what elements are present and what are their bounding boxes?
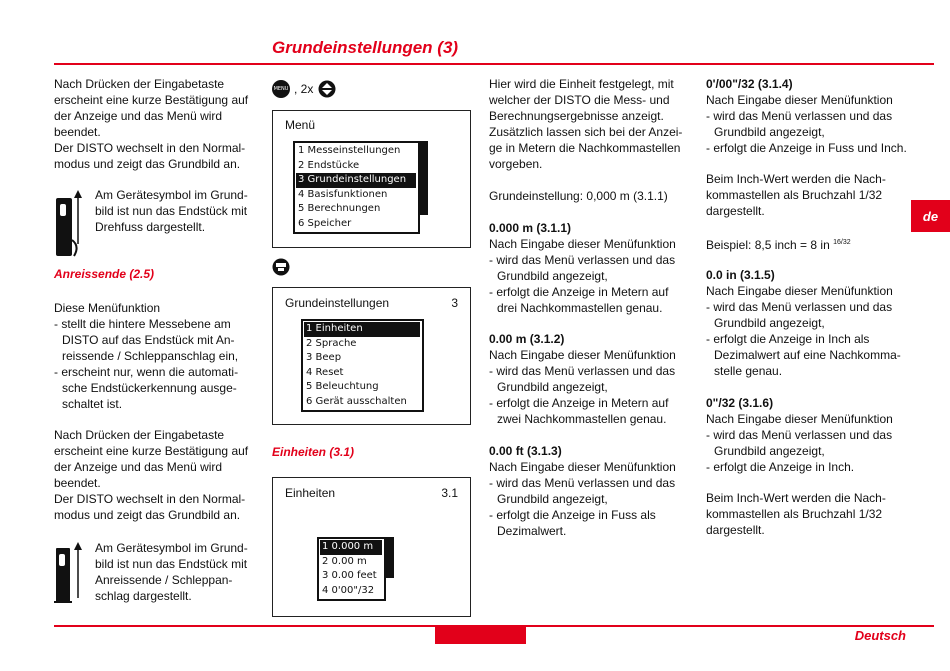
menu-key-label: MENU xyxy=(273,86,289,92)
device-endpiece-stop-icon xyxy=(54,542,84,604)
text-line: Dezimalwert. xyxy=(497,524,567,538)
example-line xyxy=(706,235,851,253)
device-endpiece-swivel-icon xyxy=(54,190,84,260)
text-line: ge in Metern die Nachkommastellen xyxy=(489,141,681,155)
menu-item-selected[interactable]: 1 0.000 m xyxy=(320,540,382,555)
unit-block-3-1-4 xyxy=(706,76,911,156)
text-line: - erfolgt die Anzeige in Inch. xyxy=(706,460,855,474)
text-line: stelle genau. xyxy=(714,364,783,378)
inch-note-2 xyxy=(706,490,911,538)
text-line: Drehfuss dargestellt. xyxy=(95,220,206,234)
text-line: drei Nachkommastellen genau. xyxy=(497,301,663,315)
text-line: - wird das Menü verlassen und das xyxy=(489,476,676,490)
section-heading-einheiten: Einheiten (3.1) xyxy=(272,445,355,459)
text-line: der Anzeige und das Menü wird xyxy=(54,460,223,474)
menu-item[interactable]: 3 Beep xyxy=(306,352,342,363)
text-line: sche Endstückerkennung ausge- xyxy=(62,381,237,395)
display-screen-grundeinstellungen xyxy=(272,287,471,425)
menu-item[interactable]: 2 0.00 m xyxy=(322,555,367,567)
text-line: dargestellt. xyxy=(706,523,765,537)
text-line: zwei Nachkommastellen genau. xyxy=(497,412,667,426)
text-line: Beim Inch-Wert werden die Nach- xyxy=(706,172,886,186)
text-line: - wird das Menü verlassen und das xyxy=(706,428,893,442)
unit-block-3-1-2 xyxy=(489,331,694,427)
text-line: erscheint eine kurze Bestätigung auf xyxy=(54,444,249,458)
menu-item-selected[interactable]: 1 Einheiten xyxy=(304,322,420,337)
text-line: Am Gerätesymbol im Grund- xyxy=(95,541,248,555)
menu-item[interactable]: 2 Endstücke xyxy=(298,159,360,171)
text-line: Nach Eingabe dieser Menüfunktion xyxy=(706,93,893,107)
default-setting: Grundeinstellung: 0,000 m (3.1.1) xyxy=(489,189,668,203)
col1-note1 xyxy=(95,187,255,235)
menu-item[interactable]: 4 0'00"/32 xyxy=(322,584,375,596)
block-heading: 0.00 ft (3.1.3) xyxy=(489,444,562,458)
text-line: schaltet ist. xyxy=(62,397,123,411)
text-line: Grundbild angezeigt, xyxy=(714,125,825,139)
text-line: vorgeben. xyxy=(489,157,543,171)
text-line: - stellt die hintere Messebene am xyxy=(54,317,231,331)
text-line: - wird das Menü verlassen und das xyxy=(489,253,676,267)
menu-item[interactable]: 1 Messeinstellungen xyxy=(298,145,401,156)
text-line: Nach Eingabe dieser Menüfunktion xyxy=(489,460,676,474)
block-heading: 0.0 in (3.1.5) xyxy=(706,268,775,282)
text-line: kommastellen als Bruchzahl 1/32 xyxy=(706,188,883,202)
text-line: Beim Inch-Wert werden die Nach- xyxy=(706,491,886,505)
inch-note xyxy=(706,171,911,219)
text-line: beendet. xyxy=(54,125,101,139)
text-line: Nach Drücken der Eingabetaste xyxy=(54,428,225,442)
block-heading: 0"/32 (3.1.6) xyxy=(706,396,774,410)
text-line: welcher der DISTO die Mess- und xyxy=(489,93,670,107)
col1-note2 xyxy=(95,540,255,604)
text-line: DISTO auf das Endstück mit An- xyxy=(62,333,235,347)
text-line: Nach Eingabe dieser Menüfunktion xyxy=(489,237,676,251)
col1-outro xyxy=(54,427,259,523)
screen-title: Menü xyxy=(285,118,316,132)
menu-item[interactable]: 4 Basisfunktionen xyxy=(298,188,388,200)
text-line: Grundbild angezeigt, xyxy=(497,269,608,283)
example-text: Beispiel: 8,5 inch = 8 in xyxy=(706,238,830,252)
example-fraction: 16/32 xyxy=(833,239,851,246)
text-line: - wird das Menü verlassen und das xyxy=(706,300,893,314)
key-sequence-text: , 2x xyxy=(294,82,314,96)
col1-intro xyxy=(54,76,259,172)
block-heading: 0'/00"/32 (3.1.4) xyxy=(706,77,793,91)
menu-list xyxy=(301,319,424,412)
text-line: bild ist nun das Endstück mit xyxy=(95,557,248,571)
menu-list xyxy=(293,141,420,234)
text-line: Nach Drücken der Eingabetaste xyxy=(54,77,225,91)
text-line: Hier wird die Einheit festgelegt, mit xyxy=(489,77,674,91)
col1-desc xyxy=(54,300,259,412)
menu-item[interactable]: 5 Berechnungen xyxy=(298,203,381,214)
unit-block-3-1-5 xyxy=(706,267,911,379)
text-line: Nach Eingabe dieser Menüfunktion xyxy=(706,412,893,426)
unit-block-3-1-3 xyxy=(489,443,694,539)
menu-item[interactable]: 4 Reset xyxy=(306,366,344,378)
text-line: - wird das Menü verlassen und das xyxy=(706,109,893,123)
header-rule xyxy=(54,63,934,65)
section-heading-anreissende: Anreissende (2.5) xyxy=(54,267,155,281)
col3-intro xyxy=(489,76,694,172)
screen-number: 3.1 xyxy=(441,486,458,500)
text-line: reissende / Schleppanschlag ein, xyxy=(62,349,239,363)
text-line: bild ist nun das Endstück mit xyxy=(95,204,248,218)
text-line: Dezimalwert auf eine Nachkomma- xyxy=(714,348,901,362)
display-screen-menu xyxy=(272,110,471,248)
text-line: Zusätzlich lassen sich bei der Anzei- xyxy=(489,125,683,139)
text-line: modus und zeigt das Grundbild an. xyxy=(54,508,241,522)
text-line: Grundbild angezeigt, xyxy=(714,444,825,458)
text-line: der Anzeige und das Menü wird xyxy=(54,109,223,123)
text-line: kommastellen als Bruchzahl 1/32 xyxy=(706,507,883,521)
text-line: beendet. xyxy=(54,476,101,490)
text-line: schlag dargestellt. xyxy=(95,589,192,603)
enter-key-icon xyxy=(272,258,290,276)
scrollbar[interactable] xyxy=(418,141,428,215)
text-line: dargestellt. xyxy=(706,204,765,218)
screen-number: 3 xyxy=(451,296,458,310)
text-line: - erfolgt die Anzeige in Metern auf xyxy=(489,285,669,299)
text-line: Grundbild angezeigt, xyxy=(497,492,608,506)
text-line: Grundbild angezeigt, xyxy=(497,380,608,394)
screen-title: Einheiten xyxy=(285,486,336,500)
screen-title: Grundeinstellungen xyxy=(285,296,390,310)
text-line: erscheint eine kurze Bestätigung auf xyxy=(54,93,249,107)
menu-item[interactable]: 6 Speicher xyxy=(298,217,352,229)
text-line: - erfolgt die Anzeige in Fuss als xyxy=(489,508,656,522)
text-line: Grundbild angezeigt, xyxy=(714,316,825,330)
text-line: Anreissende / Schleppan- xyxy=(95,573,233,587)
block-heading: 0.000 m (3.1.1) xyxy=(489,221,572,235)
text-line: - erfolgt die Anzeige in Metern auf xyxy=(489,396,669,410)
menu-key-icon xyxy=(272,80,290,98)
menu-item[interactable]: 3 0.00 feet xyxy=(322,570,377,581)
menu-item[interactable]: 6 Gerät ausschalten xyxy=(306,395,407,407)
text-line: - erfolgt die Anzeige in Inch als xyxy=(706,332,870,346)
text-line: Nach Eingabe dieser Menüfunktion xyxy=(489,348,676,362)
page-title: Grundeinstellungen (3) xyxy=(272,38,459,57)
nav-down-key-icon xyxy=(318,80,336,98)
text-line: Der DISTO wechselt in den Normal- xyxy=(54,492,246,506)
footer-language: Deutsch xyxy=(854,628,906,643)
text-line: Am Gerätesymbol im Grund- xyxy=(95,188,248,202)
menu-item[interactable]: 5 Beleuchtung xyxy=(306,381,379,392)
language-tab: de xyxy=(911,200,950,232)
scrollbar[interactable] xyxy=(385,537,394,578)
menu-list xyxy=(317,537,386,601)
block-heading: 0.00 m (3.1.2) xyxy=(489,332,565,346)
unit-block-3-1-1 xyxy=(489,220,694,316)
text-line: Der DISTO wechselt in den Normal- xyxy=(54,141,246,155)
text-line: Nach Eingabe dieser Menüfunktion xyxy=(706,284,893,298)
menu-item-selected[interactable]: 3 Grundeinstellungen xyxy=(296,173,416,188)
text-line: Diese Menüfunktion xyxy=(54,301,161,315)
menu-item[interactable]: 2 Sprache xyxy=(306,337,357,349)
text-line: modus und zeigt das Grundbild an. xyxy=(54,157,241,171)
unit-block-3-1-6 xyxy=(706,395,911,475)
text-line: - erfolgt die Anzeige in Fuss und Inch. xyxy=(706,141,907,155)
text-line: Berechnungsergebnisse anzeigt. xyxy=(489,109,664,123)
text-line: - erscheint nur, wenn die automati- xyxy=(54,365,239,379)
display-screen-einheiten xyxy=(272,477,471,617)
page-marker-bar xyxy=(435,626,526,644)
text-line: - wird das Menü verlassen und das xyxy=(489,364,676,378)
